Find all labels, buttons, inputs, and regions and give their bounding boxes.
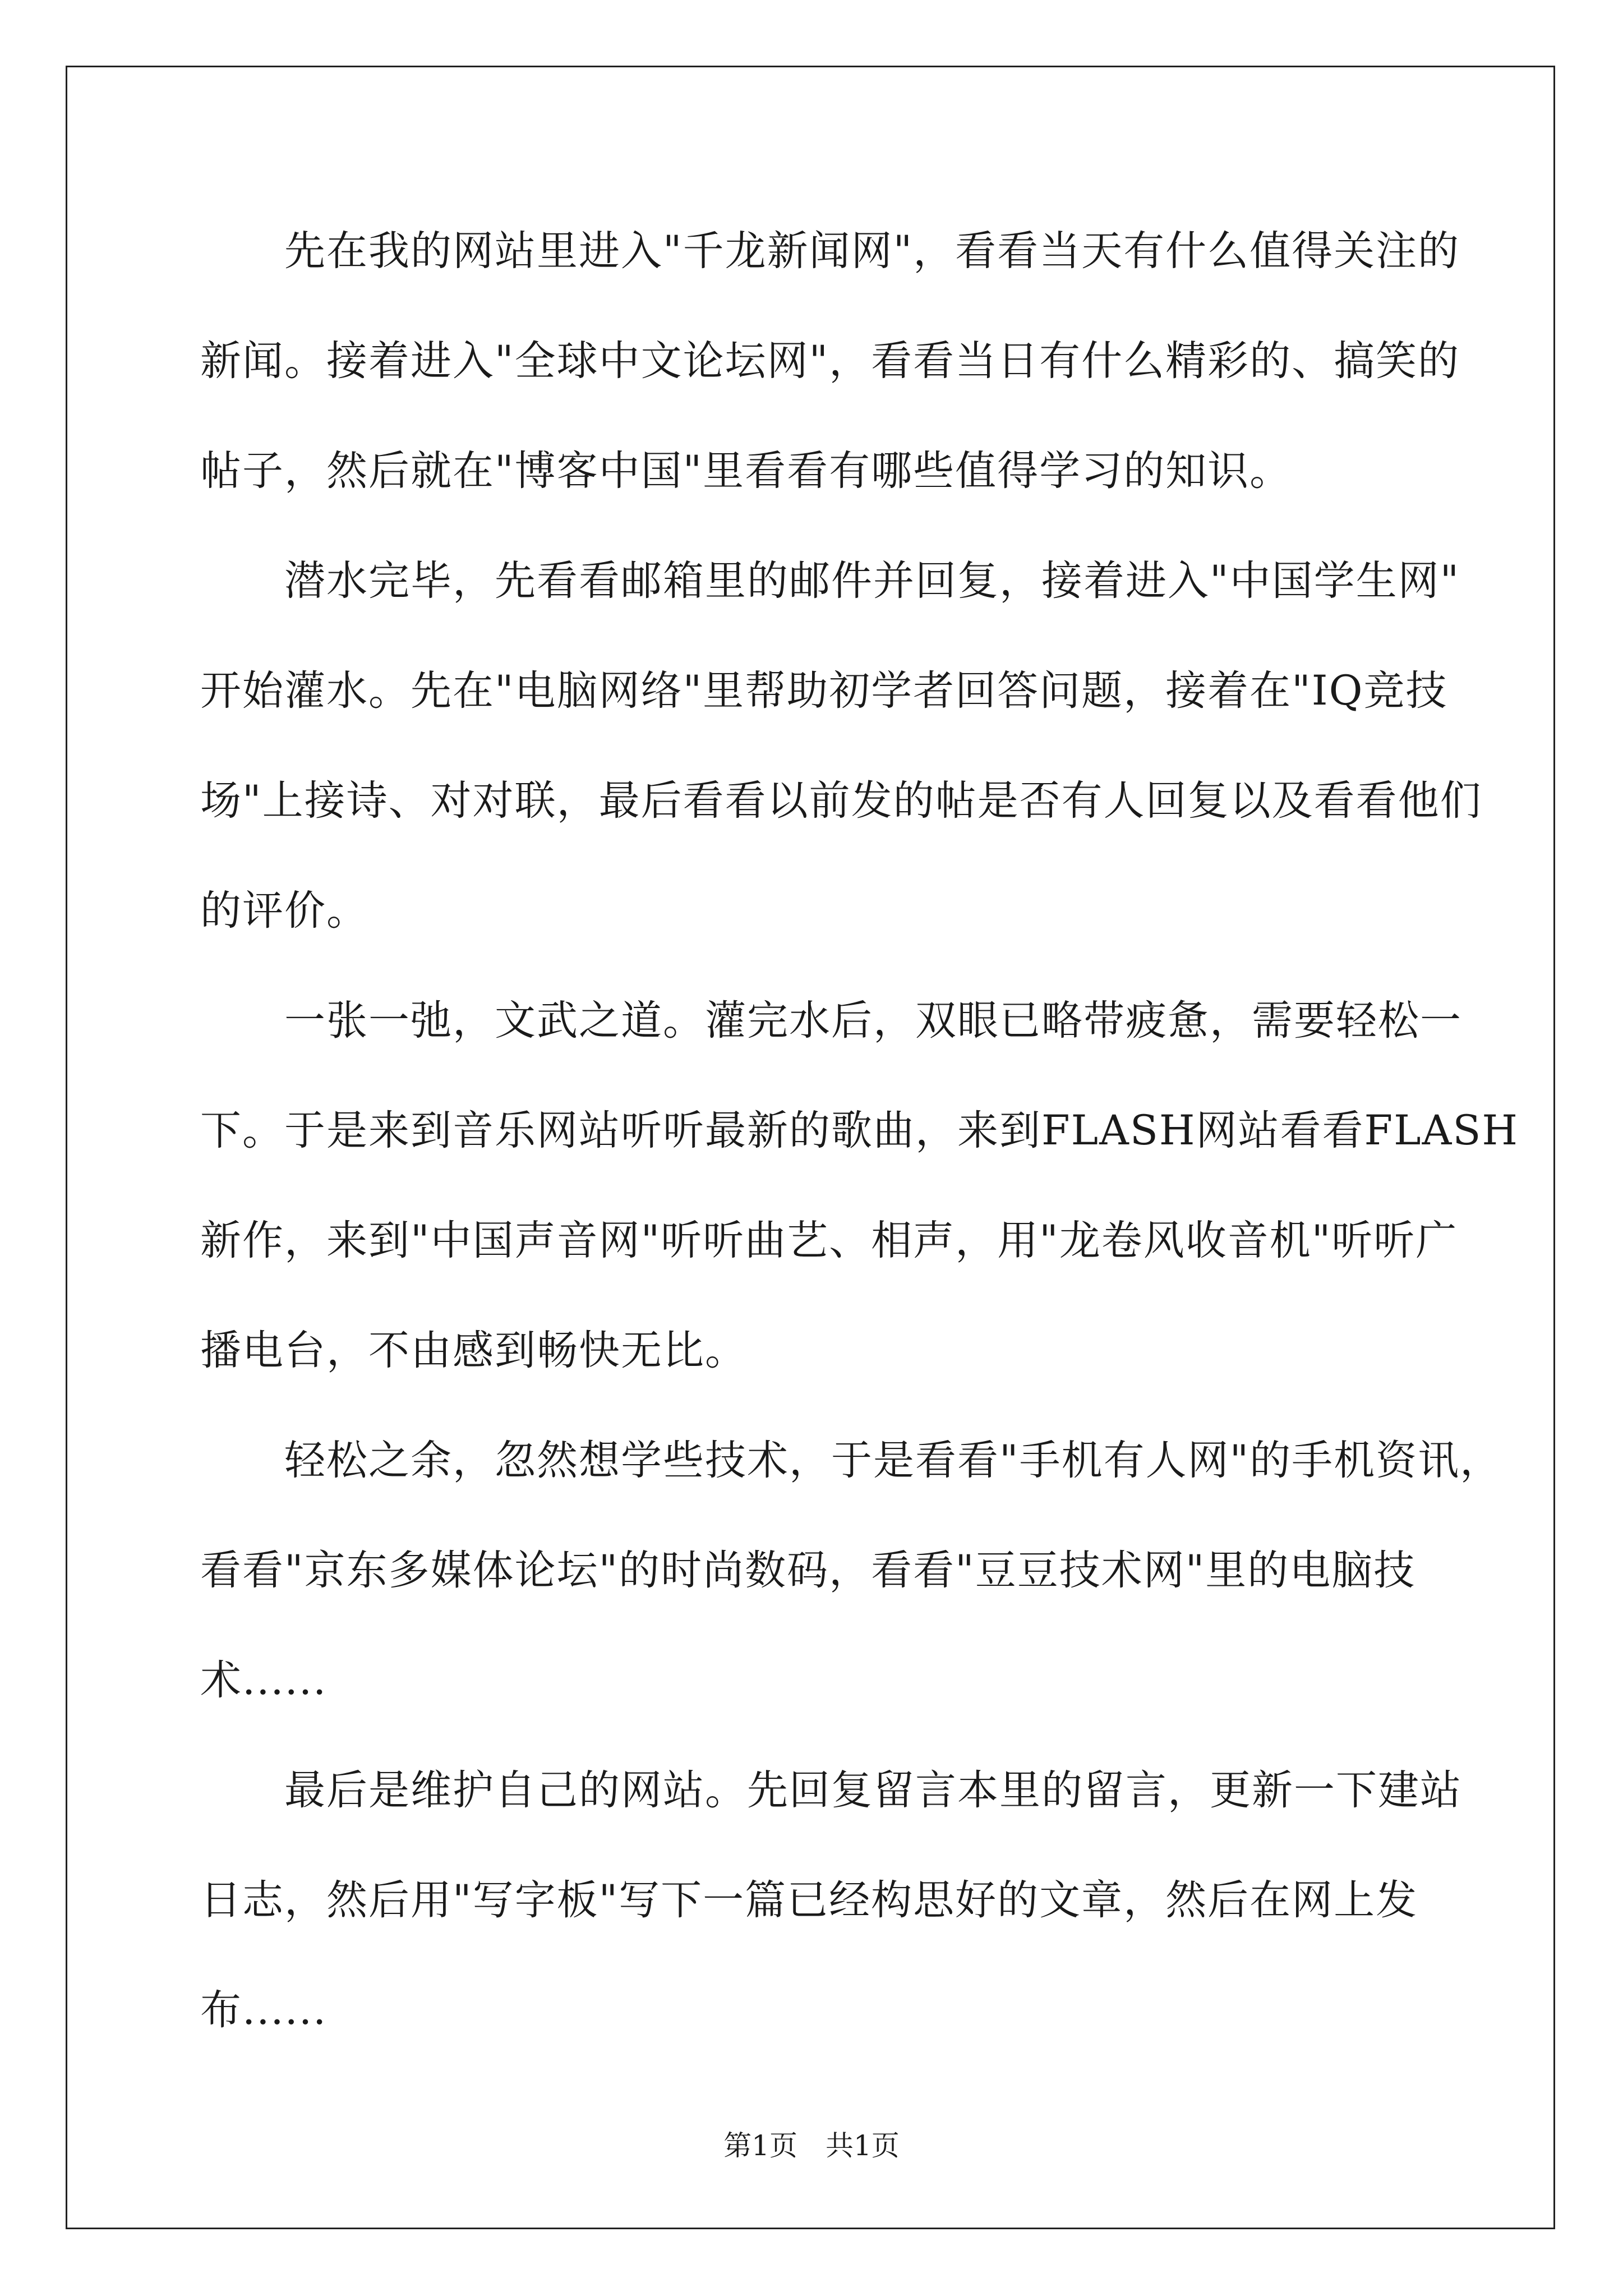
text-line: 一张一弛，文武之道。灌完水后，双眼已略带疲惫，需要轻松一 — [200, 997, 1462, 1045]
text-line: 新闻。接着进入"全球中文论坛网"，看看当日有什么精彩的、搞笑的 — [200, 337, 1460, 385]
text-line: 播电台，不由感到畅快无比。 — [200, 1327, 747, 1374]
text-line: 日志，然后用"写字板"写下一篇已经构思好的文章，然后在网上发 — [200, 1876, 1418, 1924]
text-line: 术...... — [200, 1657, 328, 1704]
text-line: 轻松之余，忽然想学些技术，于是看看"手机有人网"的手机资讯， — [200, 1437, 1502, 1484]
text-line: 布...... — [200, 1986, 328, 2034]
text-line: 先在我的网站里进入"千龙新闻网"，看看当天有什么值得关注的 — [200, 227, 1460, 275]
text-line: 开始灌水。先在"电脑网络"里帮助初学者回答问题，接着在"IQ竞技 — [200, 667, 1448, 715]
text-line: 新作，来到"中国声音网"听听曲艺、相声，用"龙卷风收音机"听听广 — [200, 1217, 1458, 1264]
text-line: 帖子，然后就在"博客中国"里看看有哪些值得学习的知识。 — [200, 447, 1292, 495]
document-body — [200, 213, 1519, 2082]
text-line: 下。于是来到音乐网站听听最新的歌曲，来到FLASH网站看看FLASH — [200, 1107, 1519, 1154]
text-line: 潜水完毕，先看看邮箱里的邮件并回复，接着进入"中国学生网" — [200, 557, 1460, 605]
text-line: 最后是维护自己的网站。先回复留言本里的留言，更新一下建站 — [200, 1766, 1462, 1814]
text-line: 场"上接诗、对对联，最后看看以前发的帖是否有人回复以及看看他们 — [200, 777, 1482, 825]
text-line: 看看"京东多媒体论坛"的时尚数码，看看"豆豆技术网"里的电脑技 — [200, 1547, 1416, 1594]
text-line: 的评价。 — [200, 887, 368, 935]
page-number-footer: 第1页 共1页 — [723, 2129, 900, 2162]
